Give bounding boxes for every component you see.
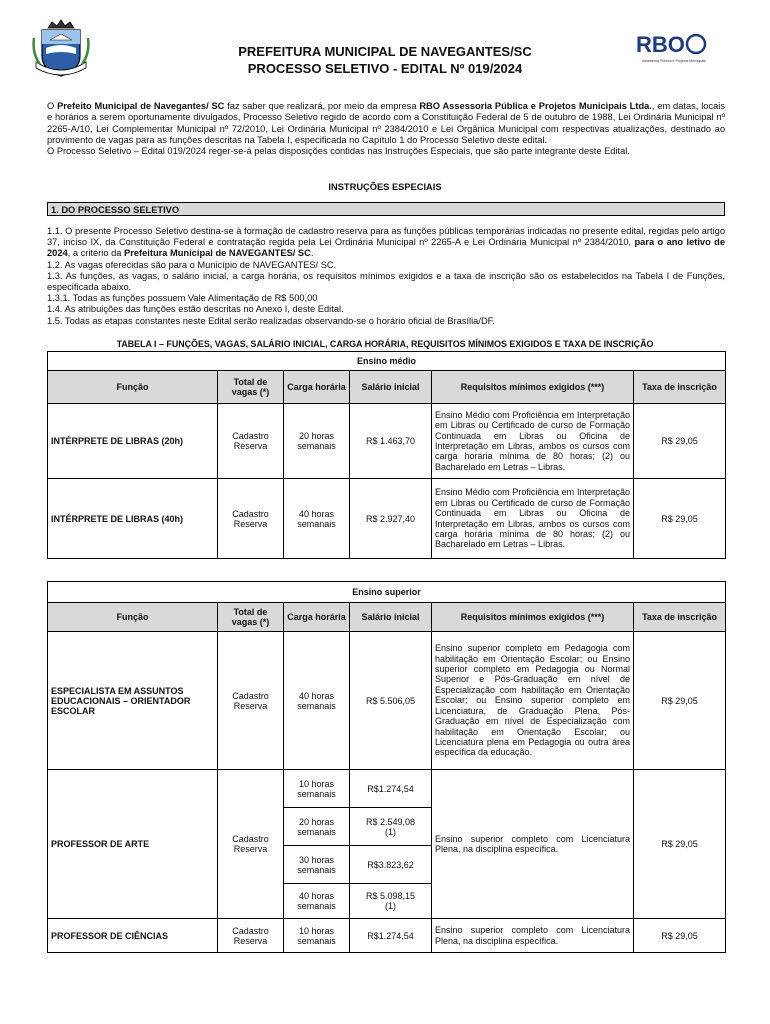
col-taxa: Taxa de inscrição	[634, 371, 726, 404]
col-requisitos: Requisitos mínimos exigidos (***)	[432, 603, 634, 632]
rbo-logo-text: RBO	[636, 32, 685, 57]
table-ensino-medio	[47, 351, 726, 559]
group-header-medio: Ensino médio	[48, 352, 726, 371]
intro-text: O Prefeito Municipal de Navegantes/ SC faz saber que realizará, por meio da empresa RBO Assessoria Pública e Projetos Municipais Ltda., em datas, locais e horários a serem oportunamente divulgados, Processo Seletivo regido de acordo com a Constituição Federal de 5 de outubro de 1988, Lei Ordinária Municipal nº 2265-A/10, Lei Complementar Municipal nº 72/2010, Lei Ordinária Municipal nº 2384/2010 e Lei Orgânica Municipal com respectivas atualizações, destinado ao provimento de vagas para as funções descritas na Tabela I, especificada no Capítulo 1 do Processo Seletivo deste edital. O Processo Seletivo – Edital 019/2024 reger-se-á pelas disposições contidas nas Instruções Especiais, que são parte integrante deste Edital.	[47, 101, 725, 157]
table-row: PROFESSOR DE ARTE Cadastro Reserva 10 horas semanais R$1.274,54 Ensino superior completo com Licenciatura Plena, na disciplina específica. R$ 29,05	[48, 770, 726, 808]
table-1-title: TABELA I – FUNÇÕES, VAGAS, SALÁRIO INICIAL, CARGA HORÁRIA, REQUISITOS MÍNIMOS EXIGIDOS E TAXA DE INSCRIÇÃO	[116, 339, 654, 349]
col-vagas: Total de vagas (*)	[218, 371, 284, 404]
table-row: INTÉRPRETE DE LIBRAS (20h) Cadastro Reserva 20 horas semanais R$ 1.463,70 Ensino Médio com Proficiência em Interpretação em Libras ou Certificado de curso de Formação Continuada em Libras ou Oficina de Interpretação em Libras, ambos os cursos com carga horária mínima de 80 horas; (2) ou Bacharelado em Letras – Libras. R$ 29,05	[48, 404, 726, 479]
col-taxa: Taxa de inscrição	[634, 603, 726, 632]
section-1-body: 1.1. O presente Processo Seletivo destina-se à formação de cadastro reserva para as funções públicas temporárias indicadas no presente edital, regidas pelo artigo 37, inciso IX, da Constituição Federal e contratação regida pela Lei Ordinária Municipal nº 2265-A e Lei Ordinária Municipal nº 2384/2010, para o ano letivo de 2024, a critério da Prefeitura Municipal de NAVEGANTES/ SC. 1.2. As vagas oferecidas são para o Município de NAVEGANTES/ SC. 1.3. As funções, as vagas, o salário inicial, a carga horária, os requisitos mínimos exigidos e a taxa de inscrição são os estabelecidos na Tabela I de Funções, especificada abaixo. 1.3.1. Todas as funções possuem Vale Alimentação de R$ 500,00 1.4. As atribuições das funções estão descritas no Anexo I, deste Edital. 1.5. Todas as etapas constantes neste Edital serão realizadas observando-se o horário oficial de Brasília/DF.	[47, 226, 726, 326]
col-carga: Carga horária	[284, 371, 350, 404]
table-row: 20 horas semanais R$ 2.549,08 (1)	[48, 808, 726, 846]
header-municipality: PREFEITURA MUNICIPAL DE NAVEGANTES/SC	[238, 44, 532, 59]
group-header-superior: Ensino superior	[48, 582, 726, 603]
col-vagas: Total de vagas (*)	[218, 603, 284, 632]
table-row: PROFESSOR DE CIÊNCIAS Cadastro Reserva 10 horas semanais R$1.274,54 Ensino superior completo com Licenciatura Plena, na disciplina específica. R$ 29,05	[48, 919, 726, 953]
table-row: INTÉRPRETE DE LIBRAS (40h) Cadastro Reserva 40 horas semanais R$ 2.927,40 Ensino Médio com Proficiência em Interpretação em Libras ou Certificado de curso de Formação Continuada em Libras ou Oficina de Interpretação em Libras, ambos os cursos com carga horária mínima de 80 horas; (2) ou Bacharelado em Letras – Libras. R$ 29,05	[48, 479, 726, 559]
col-requisitos: Requisitos mínimos exigidos (***)	[432, 371, 634, 404]
section-1-title: 1. DO PROCESSO SELETIVO	[47, 202, 725, 216]
table-row: 30 horas semanais R$3.823,62	[48, 846, 726, 884]
rbo-logo-subtitle: Assessoria Pública e Projetos Municipais	[642, 59, 706, 63]
instructions-title: INSTRUÇÕES ESPECIAIS	[328, 182, 442, 192]
col-funcao: Função	[48, 603, 218, 632]
col-funcao: Função	[48, 371, 218, 404]
col-salario: Salário inicial	[350, 603, 432, 632]
table-ensino-superior	[47, 581, 726, 953]
col-salario: Salário inicial	[350, 371, 432, 404]
col-carga: Carga horária	[284, 603, 350, 632]
header-edital: PROCESSO SELETIVO - EDITAL Nº 019/2024	[247, 61, 523, 76]
table-row: ESPECIALISTA EM ASSUNTOS EDUCACIONAIS – ORIENTADOR ESCOLAR Cadastro Reserva 40 horas semanais R$ 5.506,05 Ensino superior completo em Pedagogia com habilitação em Orientação Escolar; ou Ensino superior completo em Pedagogia ou Normal Superior e Pós-Graduação em nível de Especialização com habilitação em Orientação Escolar; ou Ensino superior completo em Licenciatura, de Graduação Plena, Pós-Graduação em nível de Especialização com habilitação em Orientação Escolar; ou Licenciatura plena em Pedagogia ou outra área específica da educação. R$ 29,05	[48, 632, 726, 770]
table-row: 40 horas semanais R$ 5.098,15 (1)	[48, 884, 726, 919]
